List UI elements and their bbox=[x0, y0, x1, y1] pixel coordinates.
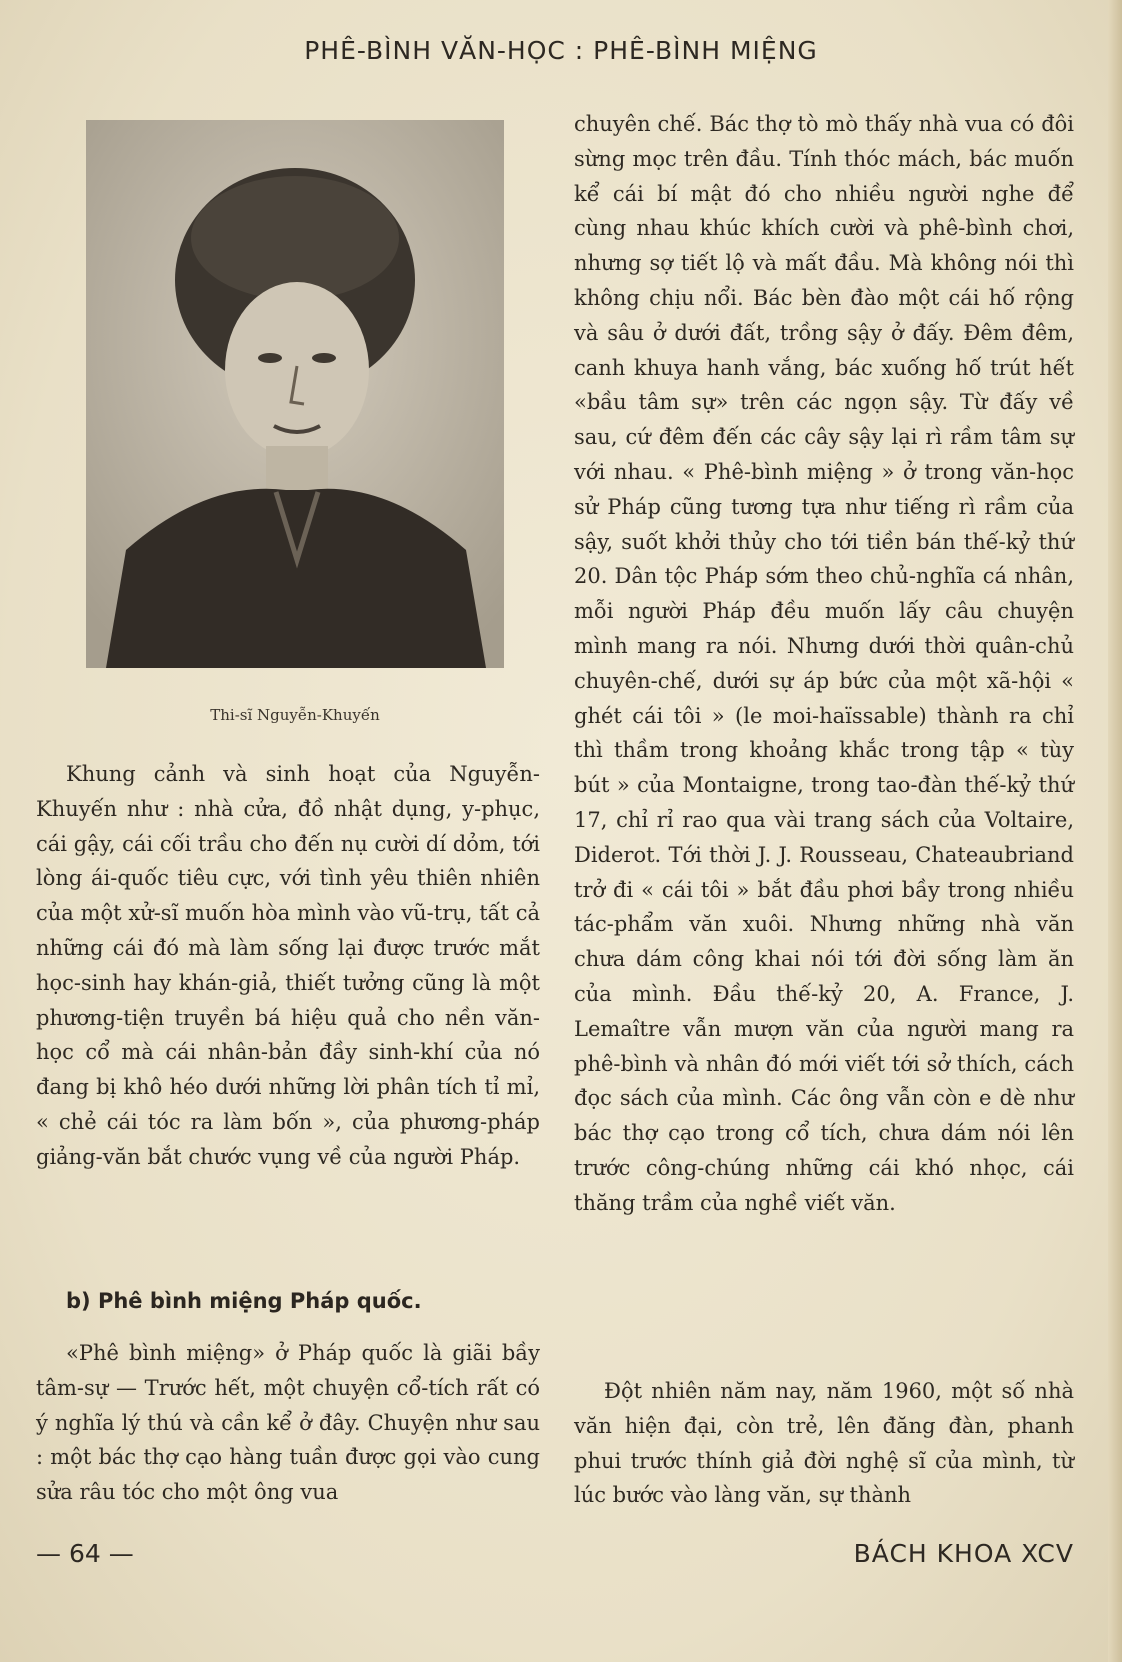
right-column-text bbox=[574, 107, 1074, 1221]
paragraph: Khung cảnh và sinh hoạt của Nguyễn-Khuyến như : nhà cửa, đồ nhật dụng, y-phục, cái gậy, cái cối trầu cho đến nụ cười dí dỏm, tới lòng ái-quốc tiêu cực, với tình yêu thiên nhiên của một xử-sĩ muốn hòa mình vào vũ-trụ, tất cả những cái đó mà làm sống lại được trước mắt học-sinh hay khán-giả, thiết tưởng cũng là một phương-tiện truyền bá hiệu quả cho nền văn-học cổ mà cái nhân-bản đầy sinh-khí của nó đang bị khô héo dưới những lời phân tích tỉ mỉ, « chẻ cái tóc ra làm bốn », của phương-pháp giảng-văn bắt chước vụng về của người Pháp. bbox=[36, 762, 540, 1169]
right-column-text-2 bbox=[574, 1374, 1074, 1513]
left-column-text bbox=[36, 757, 540, 1175]
page-edge bbox=[1108, 0, 1122, 1662]
section-subheading: b) Phê bình miệng Pháp quốc. bbox=[66, 1289, 422, 1313]
running-title: PHÊ-BÌNH VĂN-HỌC : PHÊ-BÌNH MIỆNG bbox=[304, 36, 818, 65]
paragraph: «Phê bình miệng» ở Pháp quốc là giãi bầy tâm-sự — Trước hết, một chuyện cổ-tích rất có ý nghĩa lý thú và cần kể ở đây. Chuyện như sau : một bác thợ cạo hàng tuần được gọi vào cung sửa râu tóc cho một ông vua bbox=[36, 1341, 540, 1505]
portrait-photo bbox=[86, 120, 504, 668]
page-number: — 64 — bbox=[36, 1539, 134, 1568]
photo-caption: Thi-sĩ Nguyễn-Khuyến bbox=[210, 706, 380, 724]
paragraph: Đột nhiên năm nay, năm 1960, một số nhà văn hiện đại, còn trẻ, lên đăng đàn, phanh phui trước thính giả đời nghệ sĩ của mình, từ lúc bước vào làng văn, sự thành bbox=[574, 1379, 1074, 1508]
portrait-image bbox=[86, 120, 504, 668]
paragraph: chuyên chế. Bác thợ tò mò thấy nhà vua có đôi sừng mọc trên đầu. Tính thóc mách, bác muốn kể cái bí mật đó cho nhiều người nghe để cùng nhau khúc khích cười và phê-bình chơi, nhưng sợ tiết lộ và mất đầu. Mà không nói thì không chịu nổi. Bác bèn đào một cái hố rộng và sâu ở dưới đất, trồng sậy ở đấy. Đêm đêm, canh khuya hanh vắng, bác xuống hố trút hết «bầu tâm sự» trên các ngọn sậy. Từ đấy về sau, cứ đêm đến các cây sậy lại rì rầm tâm sự với nhau. « Phê-bình miệng » ở trong văn-học sử Pháp cũng tương tựa như tiếng rì rầm của sậy, suốt khởi thủy cho tới tiền bán thế-kỷ thứ 20. Dân tộc Pháp sớm theo chủ-nghĩa cá nhân, mỗi người Pháp đều muốn lấy câu chuyện mình mang ra nói. Nhưng dưới thời quân-chủ chuyên-chế, dưới sự áp bức của một xã-hội « ghét cái tôi » (le moi-haïssable) thành ra chỉ thì thầm trong khoảng khắc trong tập « tùy bút » của Montaigne, trong tao-đàn thế-kỷ thứ 17, chỉ rỉ rao qua vài trang sách của Voltaire, Diderot. Tới thời J. J. Rousseau, Chateaubriand trở đi « cái tôi » bắt đầu phơi bầy trong nhiều tác-phẩm văn xuôi. Nhưng những nhà văn chưa dám công khai nói tới đời sống làm ăn của mình. Đầu thế-kỷ 20, A. France, J. Lemaître vẫn mượn văn của người mang ra phê-bình và nhân đó mới viết tới sở thích, cách đọc sách của mình. Các ông vẫn còn e dè như bác thợ cạo trong cổ tích, chưa dám nói lên trước công-chúng những cái khó nhọc, cái thăng trầm của nghề viết văn. bbox=[574, 112, 1074, 1215]
left-column-text-2 bbox=[36, 1336, 540, 1510]
magazine-name: BÁCH KHOA XCV bbox=[853, 1539, 1074, 1568]
